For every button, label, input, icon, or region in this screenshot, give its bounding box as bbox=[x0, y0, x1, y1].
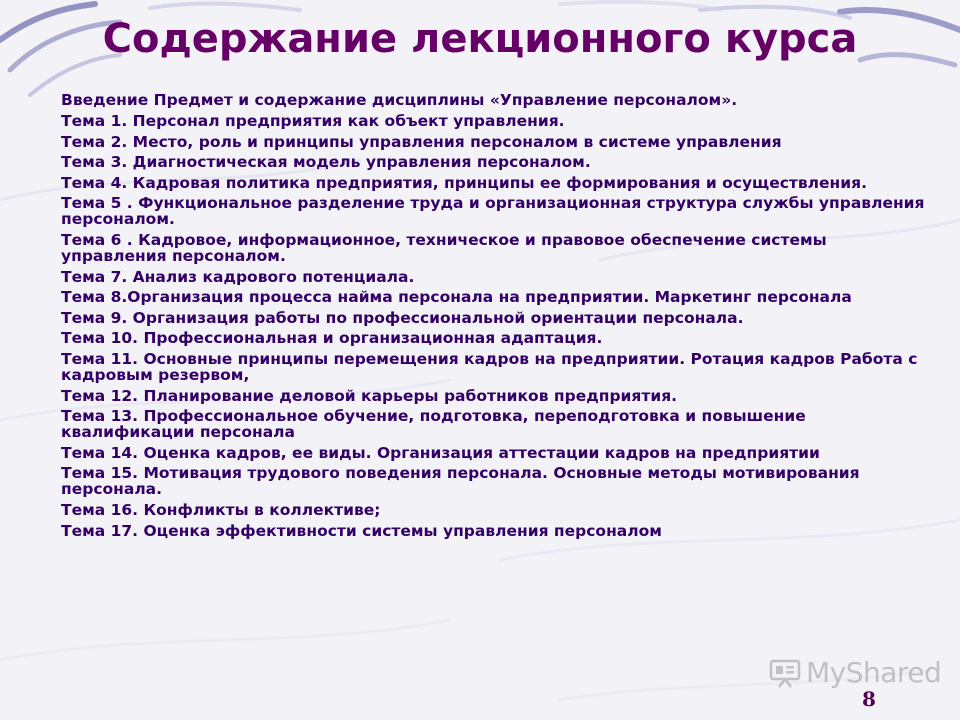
topic-8: Тема 8.Организация процесса найма персонала на предприятии. Маркетинг персонала bbox=[61, 288, 852, 307]
topic-1: Тема 1. Персонал предприятия как объект управления. bbox=[61, 112, 565, 130]
page-number: 8 bbox=[862, 687, 876, 711]
topic-4: Тема 4. Кадровая политика предприятия, принципы ее формирования и осуществления. bbox=[61, 173, 867, 192]
topic-15: Тема 15. Мотивация трудового поведения персонала. Основные методы мотивирования персонала. bbox=[61, 464, 860, 499]
topic-3: Тема 3. Диагностическая модель управления персоналом. bbox=[61, 153, 591, 172]
topic-14: Тема 14. Оценка кадров, ее виды. Организация аттестации кадров на предприятии bbox=[61, 443, 820, 462]
presentation-board-icon bbox=[768, 658, 802, 688]
topic-2: Тема 2. Место, роль и принципы управления персоналом в системе управления bbox=[61, 132, 782, 151]
slide-title: Содержание лекционного курса bbox=[102, 16, 858, 62]
topic-6: Тема 6 . Кадровое, информационное, техническое и правовое обеспечение системы управления персоналом. bbox=[61, 230, 827, 265]
topic-9: Тема 9. Организация работы по профессиональной ориентации персонала. bbox=[61, 308, 744, 327]
topic-13: Тема 13. Профессиональное обучение, подготовка, переподготовка и повышение квалификации персонала bbox=[61, 407, 806, 442]
topic-12: Тема 12. Планирование деловой карьеры работников предприятия. bbox=[61, 386, 678, 405]
topic-intro: Введение Предмет и содержание дисциплины «Управление персоналом». bbox=[61, 91, 738, 109]
topic-list bbox=[61, 92, 931, 543]
topic-7: Тема 7. Анализ кадрового потенциала. bbox=[61, 267, 415, 286]
myshared-watermark bbox=[768, 656, 941, 689]
topic-16: Тема 16. Конфликты в коллективе; bbox=[61, 500, 381, 519]
topic-10: Тема 10. Профессиональная и организационная адаптация. bbox=[61, 329, 603, 348]
watermark-text: MyShared bbox=[806, 656, 942, 689]
topic-11: Тема 11. Основные принципы перемещения кадров на предприятии. Ротация кадров Работа с кадровым резервом, bbox=[61, 349, 918, 384]
topic-5: Тема 5 . Функциональное разделение труда и организационная структура службы управления персоналом. bbox=[61, 194, 925, 229]
topic-17: Тема 17. Оценка эффективности системы управления персоналом bbox=[61, 521, 662, 540]
